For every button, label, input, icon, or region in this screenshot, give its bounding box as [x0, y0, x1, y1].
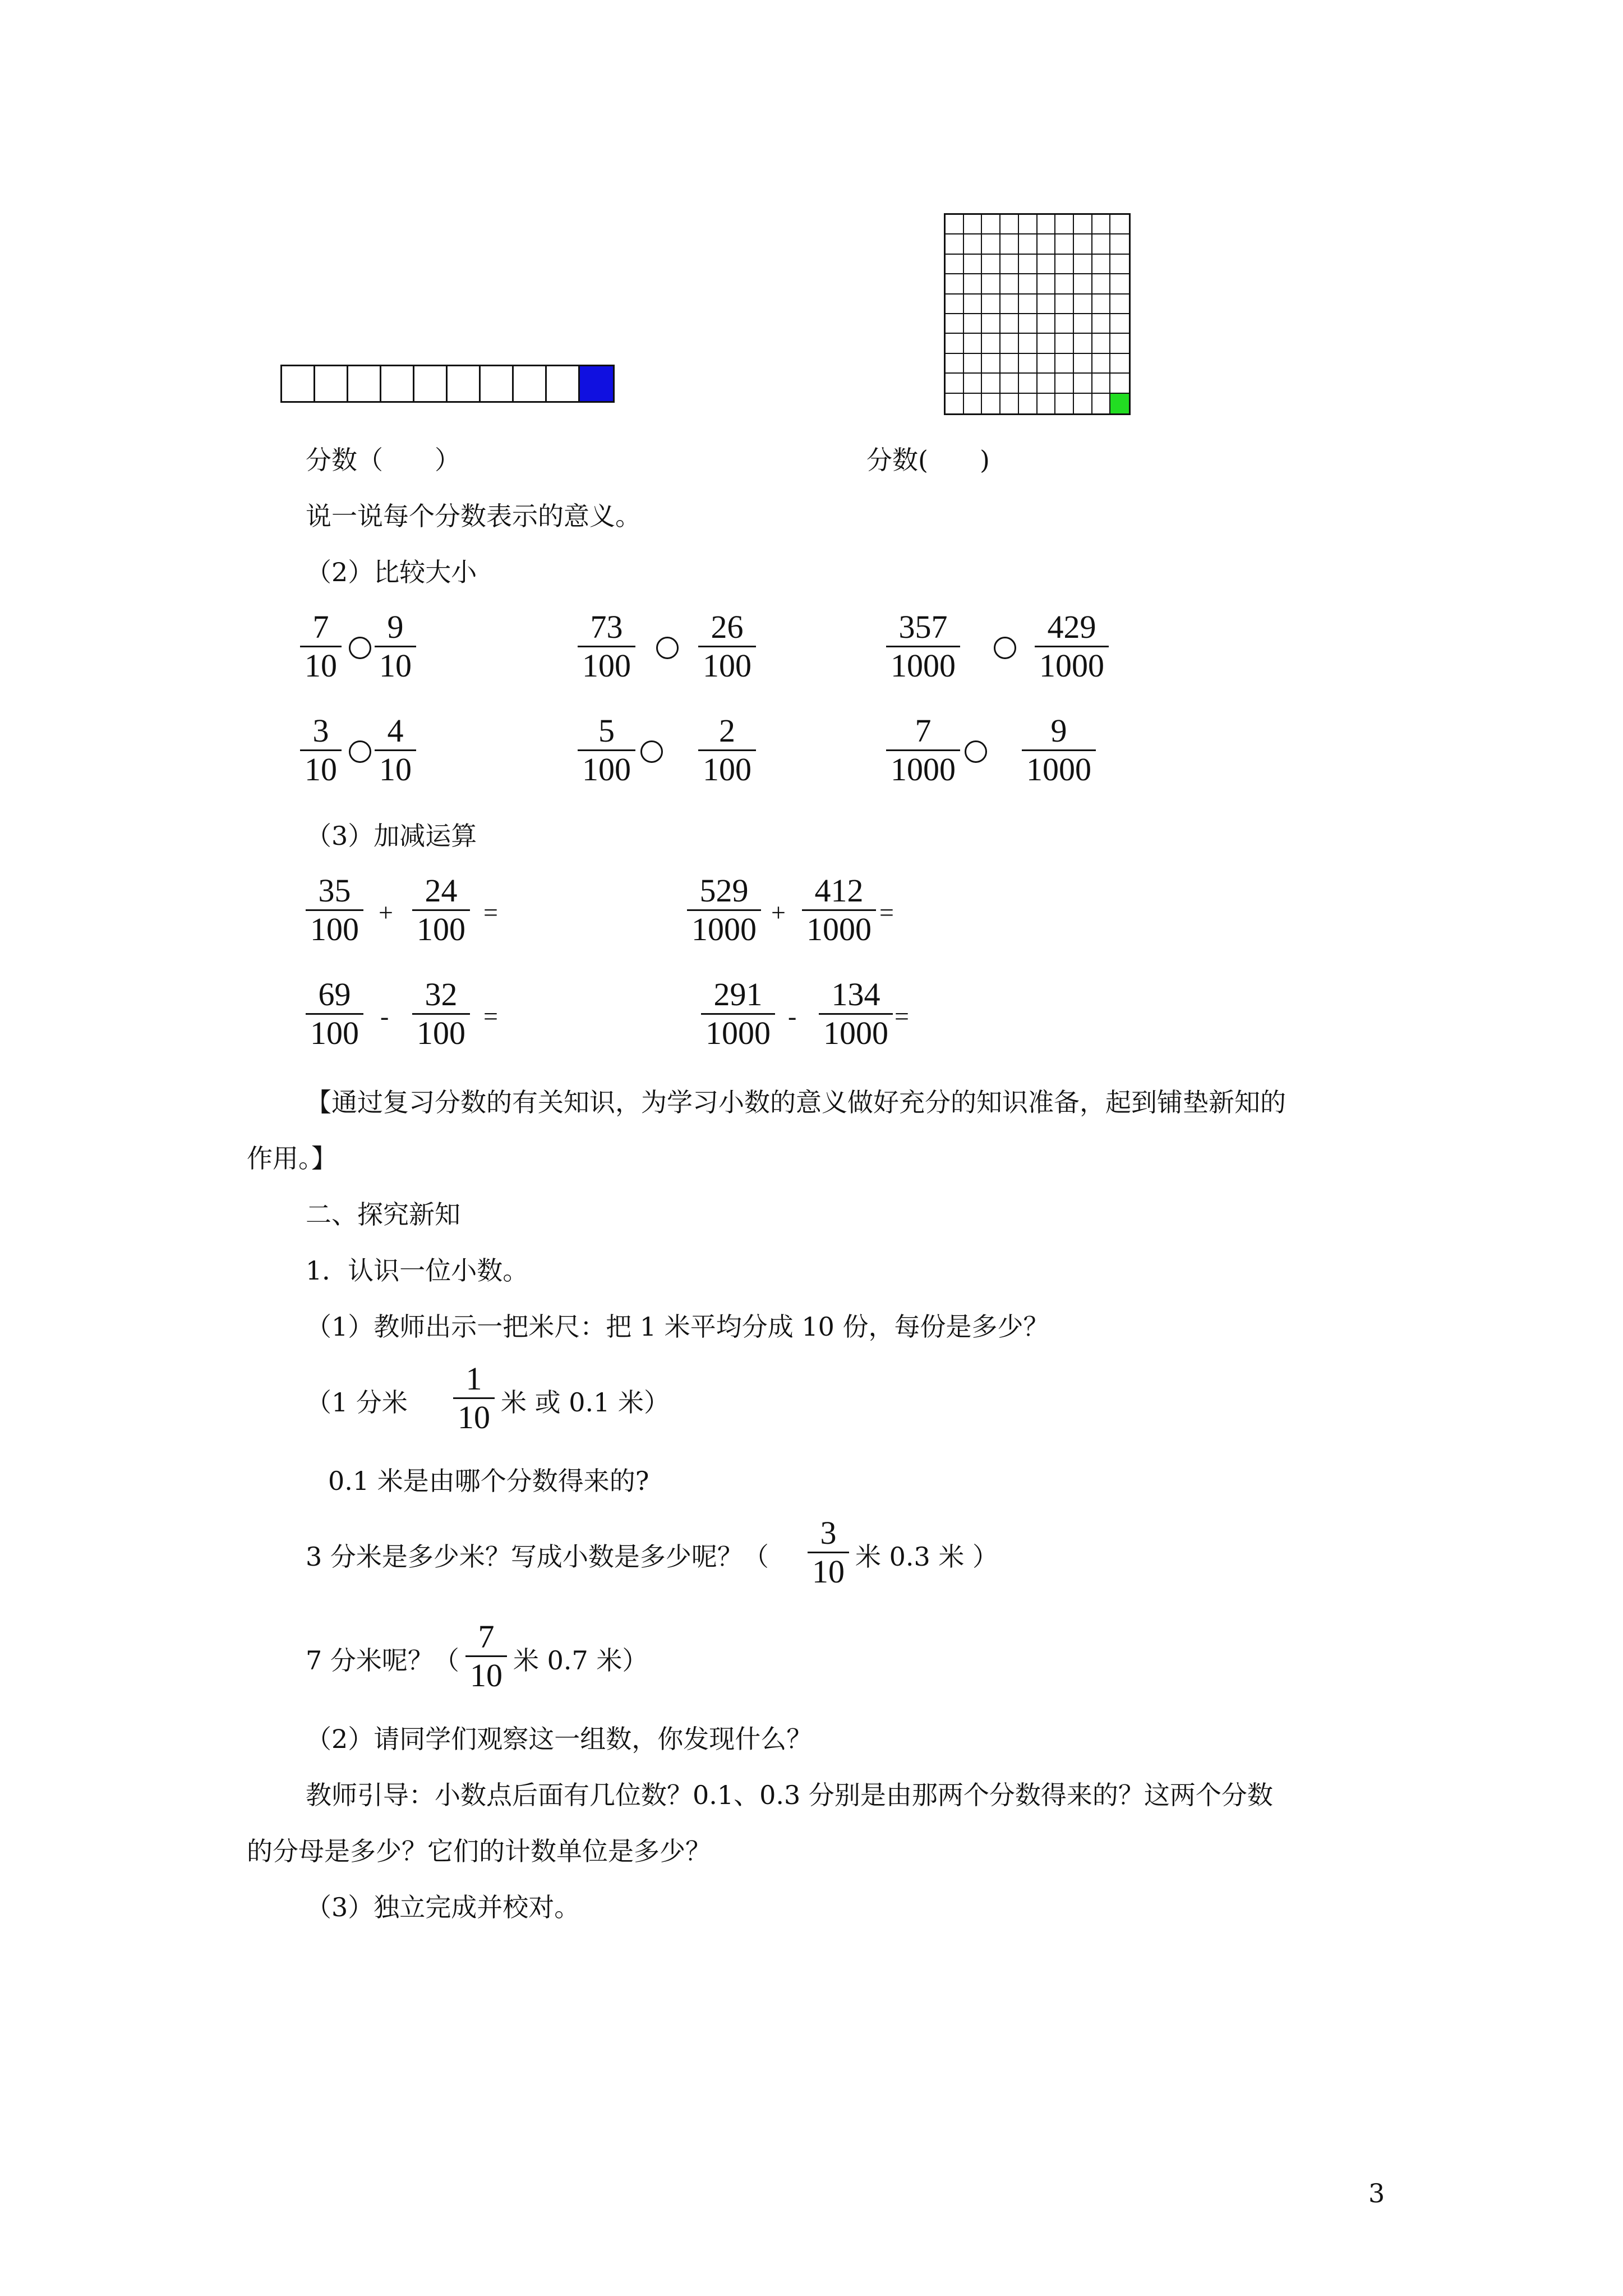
grid-cell: [946, 274, 964, 294]
grid-cell: [1074, 314, 1092, 334]
numerator: 24: [425, 872, 458, 909]
grid-cell: [1019, 274, 1038, 294]
fraction: [578, 712, 635, 788]
page-number: 3: [1368, 2178, 1385, 2208]
grid-cell: [1000, 295, 1019, 314]
grid-cell: [964, 374, 983, 393]
numerator: 291: [713, 976, 763, 1013]
question-observe: （2）请同学们观察这一组数，你发现什么？: [306, 1724, 813, 1754]
numerator: 2: [719, 712, 735, 749]
denominator: 100: [417, 1015, 465, 1051]
grid-cell: [982, 334, 1000, 353]
grid-cell: [946, 255, 964, 274]
grid-cell: [964, 234, 983, 254]
grid-cell: [982, 314, 1000, 334]
fraction: [578, 609, 635, 684]
note-line-1: 【通过复习分数的有关知识，为学习小数的意义做好充分的知识准备，起到铺垫新知的: [306, 1087, 1286, 1117]
grid-cell: [1074, 394, 1092, 413]
grid-cell: [1110, 354, 1129, 374]
grid-cell: [1038, 394, 1056, 413]
numerator: 7: [312, 609, 329, 645]
question-ruler: （1）教师出示一把米尺：把 1 米平均分成 10 份，每份是多少？: [306, 1312, 1049, 1342]
grid-cell: [946, 394, 964, 413]
minus-sign: -: [788, 1002, 797, 1030]
grid-cell: [1038, 374, 1056, 393]
denominator: 10: [458, 1399, 490, 1435]
fraction: [412, 872, 470, 948]
add-sub-section-title: （3）加减运算: [306, 821, 477, 851]
grid-cell: [964, 255, 983, 274]
strip-cell: [547, 366, 580, 401]
denominator: 10: [379, 647, 412, 684]
grid-cell: [946, 234, 964, 254]
grid-cell: [1000, 374, 1019, 393]
denominator: 100: [703, 647, 751, 684]
compare-circle[interactable]: [994, 637, 1016, 659]
strip-cell-filled: [580, 366, 613, 401]
grid-cell: [1000, 354, 1019, 374]
numerator: 26: [711, 609, 744, 645]
grid-cell: [964, 314, 983, 334]
grid-cell: [982, 394, 1000, 413]
fraction: [698, 712, 756, 788]
compare-circle[interactable]: [656, 637, 679, 659]
grid-cell: [982, 374, 1000, 393]
equals-sign: =: [895, 1002, 909, 1030]
fraction: [1035, 609, 1109, 684]
grid-cell: [1055, 314, 1074, 334]
grid-cell: [946, 334, 964, 353]
denominator: 1000: [891, 647, 956, 684]
fraction: [300, 609, 342, 684]
grid-cell: [982, 295, 1000, 314]
grid-cell: [1038, 295, 1056, 314]
grid-cell: [1092, 314, 1111, 334]
numerator: 7: [478, 1618, 495, 1655]
grid-cell: [1074, 334, 1092, 353]
compare-circle[interactable]: [640, 740, 663, 763]
fraction: [1022, 712, 1096, 788]
question-3dm-suffix: 米 0.3 米 ）: [855, 1542, 999, 1572]
numerator: 5: [598, 712, 615, 749]
plus-sign: +: [771, 898, 786, 927]
grid-cell: [964, 354, 983, 374]
grid-cell: [946, 215, 964, 234]
grid-cell: [982, 215, 1000, 234]
grid-cell: [1000, 234, 1019, 254]
fraction: [698, 609, 756, 684]
grid-cell: [1110, 374, 1129, 393]
denominator: 10: [470, 1657, 502, 1694]
grid-cell: [1074, 374, 1092, 393]
grid-cell: [1055, 394, 1074, 413]
hundredths-grid-model: [944, 213, 1131, 415]
numerator: 429: [1047, 609, 1096, 645]
grid-cell: [1074, 295, 1092, 314]
numerator: 1: [465, 1360, 482, 1397]
compare-section-title: （2）比较大小: [306, 557, 477, 587]
denominator: 1000: [891, 751, 956, 788]
grid-cell: [982, 354, 1000, 374]
grid-fraction-label: 分数( ): [866, 445, 990, 475]
numerator: 69: [318, 976, 351, 1013]
fraction: [375, 609, 416, 684]
grid-cell: [1092, 354, 1111, 374]
grid-cell: [1074, 255, 1092, 274]
question-fraction-origin: 0.1 米是由哪个分数得来的?: [328, 1466, 649, 1496]
grid-cell: [1092, 295, 1111, 314]
denominator: 10: [305, 751, 337, 788]
question-7dm-suffix: 米 0.7 米）: [513, 1645, 648, 1676]
section-heading: 二、探究新知: [306, 1199, 460, 1230]
grid-cell: [1000, 334, 1019, 353]
grid-cell: [1000, 394, 1019, 413]
grid-cell: [1055, 255, 1074, 274]
numerator: 32: [425, 976, 458, 1013]
numerator: 7: [915, 712, 932, 749]
grid-cell: [1055, 234, 1074, 254]
strip-fraction-label: 分数（ ）: [306, 445, 460, 475]
grid-cell: [1110, 215, 1129, 234]
numerator: 9: [1050, 712, 1067, 749]
denominator: 10: [812, 1553, 845, 1590]
numerator: 3: [820, 1515, 837, 1551]
grid-cell: [1055, 334, 1074, 353]
equals-sign: =: [879, 898, 894, 927]
grid-cell: [1038, 255, 1056, 274]
grid-cell: [1055, 354, 1074, 374]
grid-cell: [1038, 215, 1056, 234]
grid-cell: [1110, 234, 1129, 254]
fraction: [375, 712, 416, 788]
grid-cell: [1092, 374, 1111, 393]
numerator: 529: [699, 872, 749, 909]
grid-cell: [1110, 334, 1129, 353]
item-heading: 1．认识一位小数。: [306, 1255, 529, 1286]
grid-cell: [982, 255, 1000, 274]
grid-cell: [1019, 215, 1038, 234]
plus-sign: +: [379, 898, 393, 927]
grid-cell: [1092, 255, 1111, 274]
fraction: [306, 976, 363, 1052]
fraction: [453, 1360, 495, 1436]
fraction: [819, 976, 893, 1052]
fraction: [701, 976, 775, 1052]
denominator: 1000: [1026, 751, 1091, 788]
grid-cell: [1074, 215, 1092, 234]
grid-cell: [1019, 234, 1038, 254]
grid-cell: [946, 314, 964, 334]
grid-cell: [1110, 314, 1129, 334]
equals-sign: =: [483, 898, 498, 927]
strip-cell: [381, 366, 414, 401]
grid-cell: [964, 274, 983, 294]
denominator: 10: [379, 751, 412, 788]
numerator: 9: [387, 609, 404, 645]
grid-cell: [1110, 255, 1129, 274]
denominator: 100: [310, 911, 359, 947]
strip-cell: [448, 366, 481, 401]
grid-cell-filled: [1110, 394, 1129, 413]
fraction: [808, 1515, 849, 1590]
fraction: [886, 609, 960, 684]
equals-sign: =: [483, 1002, 498, 1030]
numerator: 134: [831, 976, 880, 1013]
numerator: 412: [814, 872, 864, 909]
grid-cell: [1074, 234, 1092, 254]
note-line-2: 作用。】: [247, 1143, 337, 1174]
grid-cell: [1019, 295, 1038, 314]
grid-cell: [1092, 274, 1111, 294]
numerator: 4: [387, 712, 404, 749]
grid-cell: [1074, 354, 1092, 374]
grid-cell: [964, 295, 983, 314]
grid-cell: [1110, 295, 1129, 314]
grid-cell: [1019, 255, 1038, 274]
denominator: 10: [305, 647, 337, 684]
grid-cell: [1019, 394, 1038, 413]
numerator: 73: [590, 609, 623, 645]
denominator: 100: [417, 911, 465, 947]
denominator: 100: [310, 1015, 359, 1051]
grid-cell: [1000, 314, 1019, 334]
question-3dm-prefix: 3 分米是多少米？写成小数是多少呢？（: [306, 1542, 769, 1572]
fraction: [802, 872, 876, 948]
denominator: 1000: [806, 911, 872, 947]
grid-cell: [1000, 255, 1019, 274]
compare-circle[interactable]: [965, 740, 987, 763]
grid-cell: [1055, 215, 1074, 234]
grid-cell: [1074, 274, 1092, 294]
grid-cell: [1000, 215, 1019, 234]
grid-cell: [1055, 295, 1074, 314]
grid-cell: [1019, 314, 1038, 334]
answer-decimeter-suffix: 米 或 0.1 米）: [501, 1387, 670, 1418]
numerator: 357: [898, 609, 948, 645]
grid-cell: [1092, 334, 1111, 353]
compare-circle[interactable]: [349, 740, 371, 763]
grid-cell: [1038, 234, 1056, 254]
numerator: 35: [318, 872, 351, 909]
denominator: 100: [703, 751, 751, 788]
grid-cell: [1019, 334, 1038, 353]
grid-cell: [1055, 274, 1074, 294]
strip-cell: [481, 366, 514, 401]
fraction: [300, 712, 342, 788]
strip-cell: [348, 366, 381, 401]
numerator: 3: [312, 712, 329, 749]
grid-cell: [1019, 354, 1038, 374]
grid-cell: [1092, 215, 1111, 234]
minus-sign: -: [380, 1002, 389, 1030]
fraction: [886, 712, 960, 788]
fraction: [465, 1618, 507, 1694]
denominator: 1000: [823, 1015, 888, 1051]
teacher-guide-line-1: 教师引导：小数点后面有几位数？0.1、0.3 分别是由那两个分数得来的？这两个分数: [306, 1780, 1273, 1810]
fraction: [412, 976, 470, 1052]
denominator: 1000: [706, 1015, 771, 1051]
fraction: [306, 872, 363, 948]
grid-cell: [964, 334, 983, 353]
grid-cell: [982, 274, 1000, 294]
grid-cell: [946, 295, 964, 314]
fraction: [687, 872, 761, 948]
denominator: 100: [582, 751, 631, 788]
grid-cell: [1038, 314, 1056, 334]
grid-cell: [1000, 274, 1019, 294]
denominator: 1000: [691, 911, 757, 947]
meaning-prompt: 说一说每个分数表示的意义。: [306, 501, 641, 531]
strip-cell: [315, 366, 348, 401]
denominator: 1000: [1039, 647, 1104, 684]
teacher-guide-line-2: 的分母是多少？它们的计数单位是多少？: [247, 1836, 711, 1866]
grid-cell: [1038, 354, 1056, 374]
denominator: 100: [582, 647, 631, 684]
grid-cell: [964, 215, 983, 234]
grid-cell: [1055, 374, 1074, 393]
question-independent: （3）独立完成并校对。: [306, 1892, 580, 1922]
grid-cell: [1110, 274, 1129, 294]
strip-cell: [282, 366, 315, 401]
grid-cell: [1038, 274, 1056, 294]
grid-cell: [946, 354, 964, 374]
grid-cell: [964, 394, 983, 413]
grid-cell: [982, 234, 1000, 254]
grid-cell: [1019, 374, 1038, 393]
grid-cell: [1092, 394, 1111, 413]
tenths-strip-model: [280, 365, 615, 403]
question-7dm-prefix: 7 分米呢？（: [306, 1645, 459, 1676]
strip-cell: [414, 366, 448, 401]
answer-decimeter-prefix: （1 分米: [306, 1387, 408, 1418]
strip-cell: [514, 366, 547, 401]
grid-cell: [946, 374, 964, 393]
compare-circle[interactable]: [349, 637, 371, 659]
grid-cell: [1092, 234, 1111, 254]
grid-cell: [1038, 334, 1056, 353]
